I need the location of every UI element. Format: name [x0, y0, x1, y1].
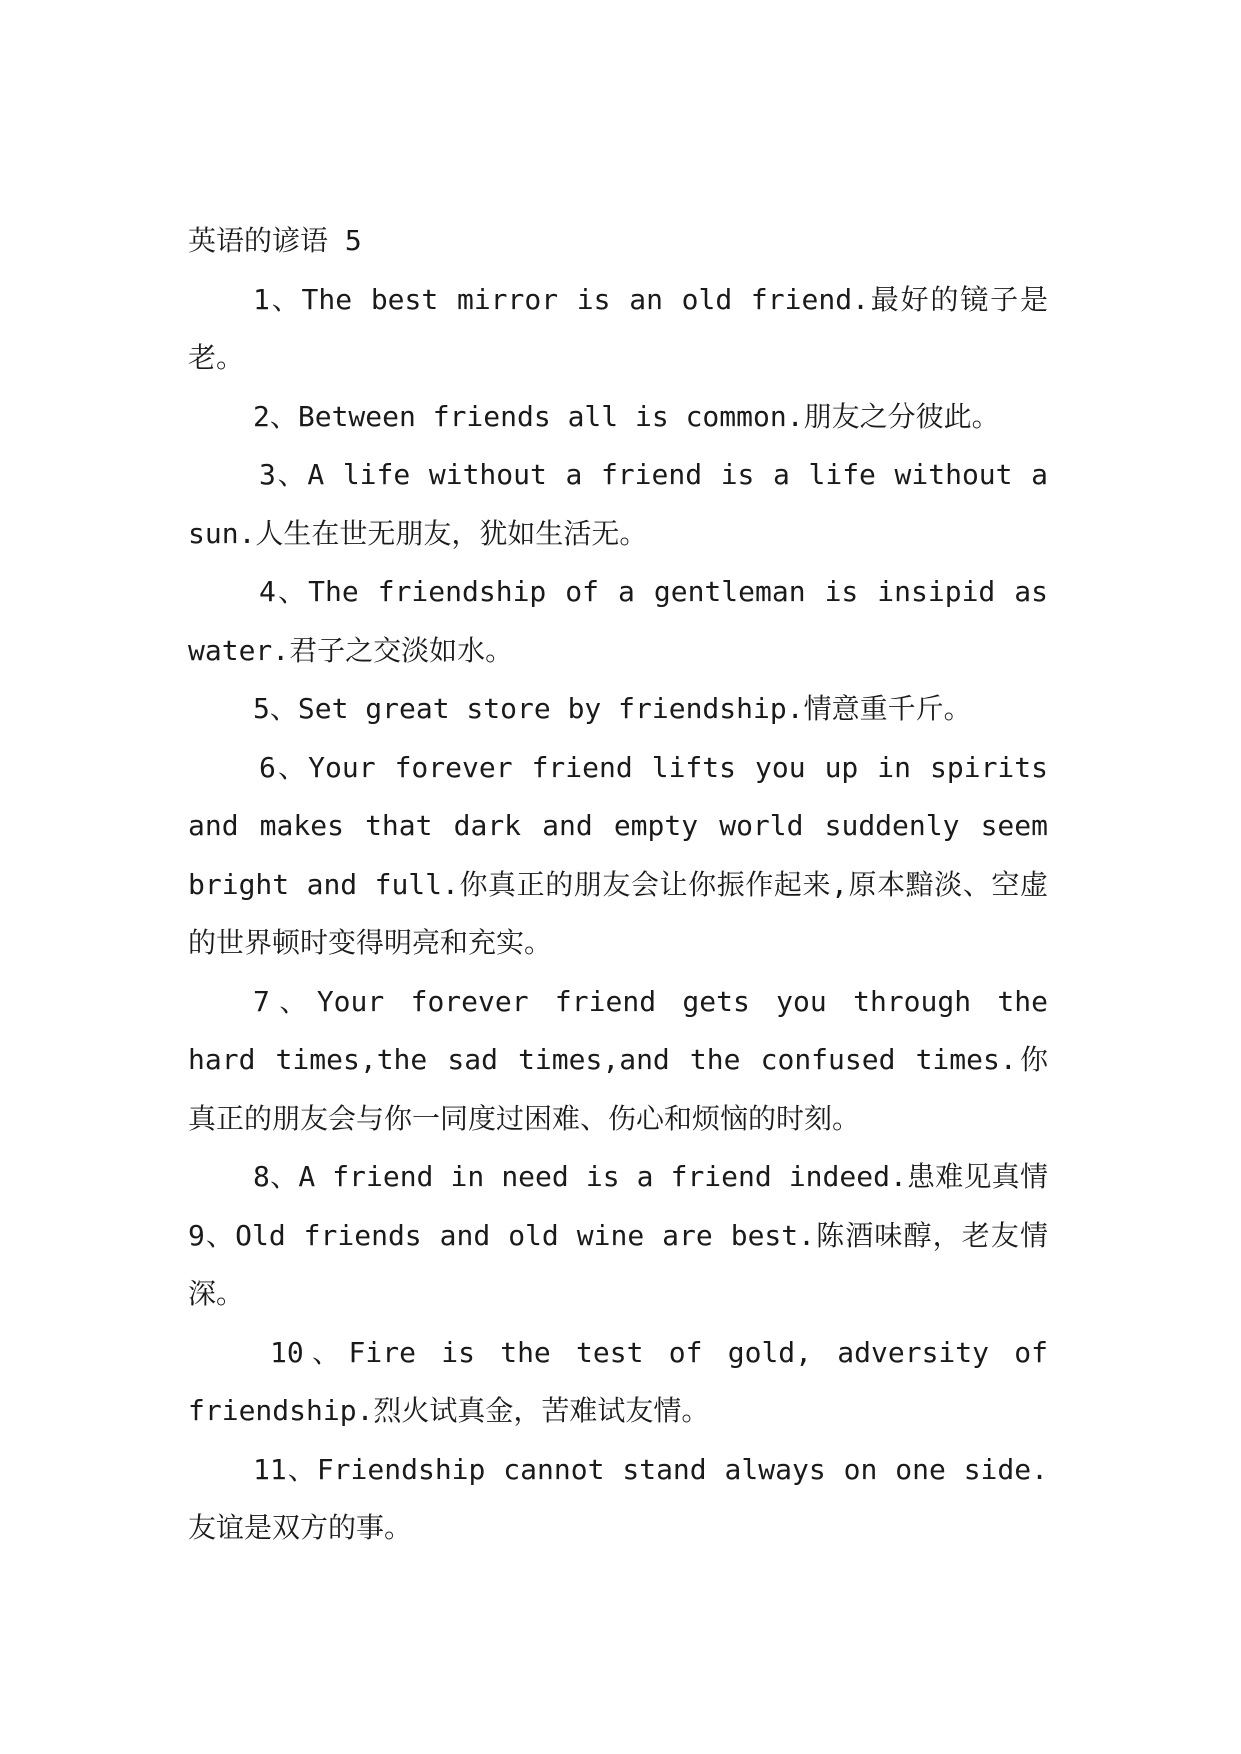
document-title: 英语的谚语 5: [188, 224, 362, 257]
proverb-paragraph-10: 10、Fire is the test of gold, adversity of friendship.烈火试真金，苦难试友情。: [188, 1335, 1048, 1427]
document-page: [188, 212, 1048, 1558]
proverb-paragraph-4: 4、The friendship of a gentleman is insipid as water.君子之交淡如水。: [188, 575, 1048, 667]
proverb-paragraph-5: 5、Set great store by friendship.情意重千斤。: [253, 692, 972, 725]
proverb-paragraph-3: 3、A life without a friend is a life without a sun.人生在世无朋友，犹如生活无。: [188, 458, 1048, 550]
proverb-paragraph-6: 6、Your forever friend lifts you up in spirits and makes that dark and empty world suddenly seem bright and full.你真正的朋友会让你振作起来,原本黯淡、空虚的世界顿时变得明亮和充实。: [188, 750, 1048, 959]
proverb-paragraph-11: 11、Friendship cannot stand always on one side.友谊是双方的事。: [188, 1452, 1048, 1544]
proverb-paragraph-7: 7、Your forever friend gets you through the hard times,the sad times,and the confused times.你真正的朋友会与你一同度过困难、伤心和烦恼的时刻。: [188, 984, 1048, 1135]
proverb-paragraph-1: 1、The best mirror is an old friend.最好的镜子是老。: [188, 282, 1048, 374]
proverb-paragraph-2: 2、Between friends all is common.朋友之分彼此。: [253, 399, 1000, 433]
proverb-paragraph-8: 8、A friend in need is a friend indeed.患难见真情 9、Old friends and old wine are best.陈酒味醇，老友情深。: [188, 1160, 1048, 1310]
